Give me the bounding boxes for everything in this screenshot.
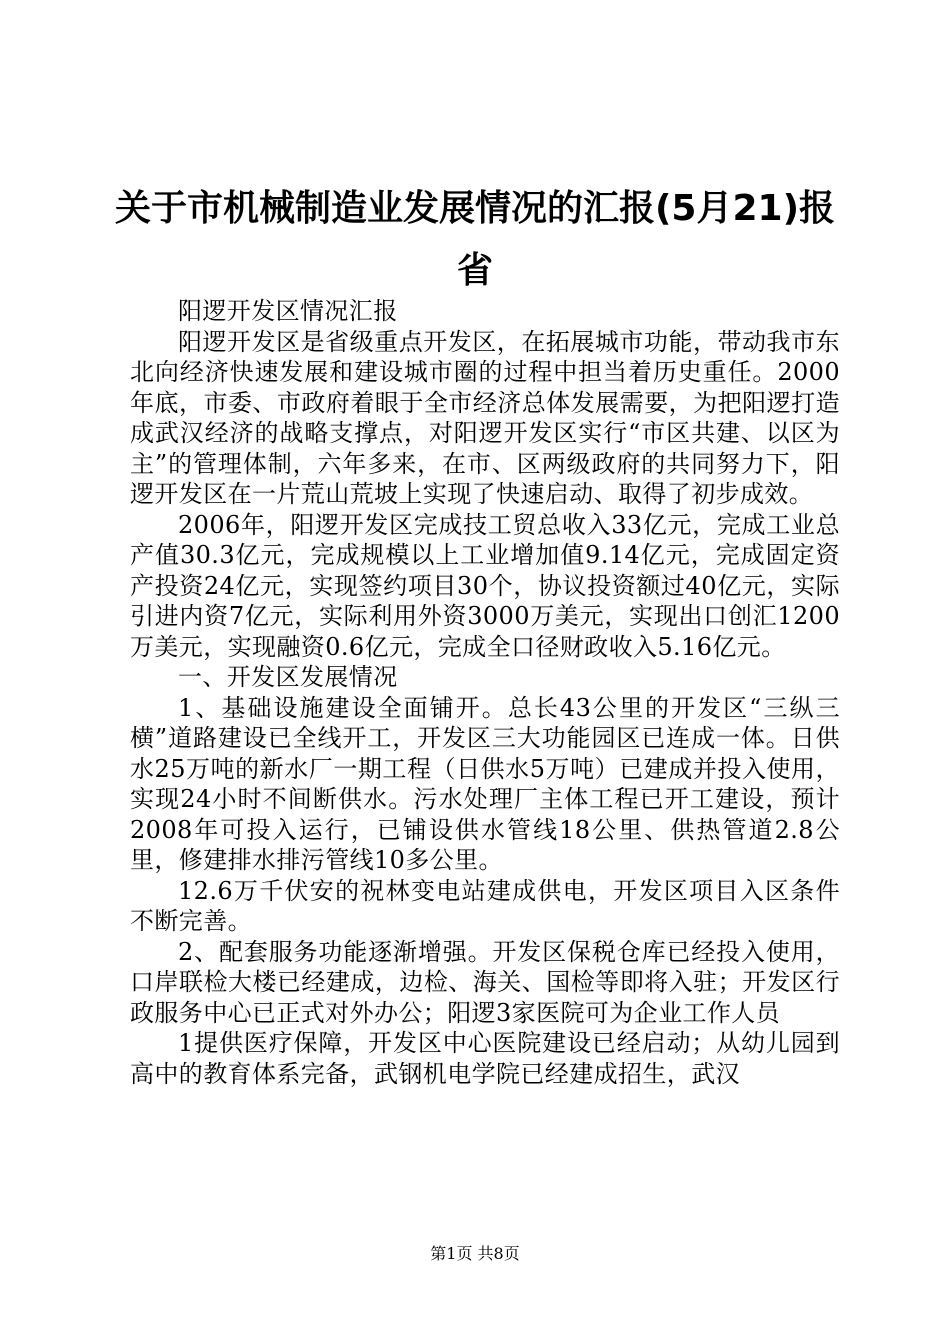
paragraph: 阳逻开发区是省级重点开发区，在拓展城市功能，带动我市东北向经济快速发展和建设城市圈的过程中担当着历史重任。2000年底，市委、市政府着眼于全市经济总体发展需要，为把阳逻打造成武汉经济的战略支撑点，对阳逻开发区实行“市区共建、以区为主”的管理体制，六年多来，在市、区两级政府的共同努力下，阳逻开发区在一片荒山荒坡上实现了快速启动、取得了初步成效。 [130,327,840,508]
section-heading: 阳逻开发区情况汇报 [178,297,398,325]
section-heading: 一、开发区发展情况 [178,663,398,691]
document-title: 关于市机械制造业发展情况的汇报(5月21)报省 [114,188,836,291]
paragraph: 1、基础设施建设全面铺开。总长43公里的开发区“三纵三横”道路建设已全线开工，开发区三大功能园区已连成一体。日供水25万吨的新水厂一期工程（日供水5万吨）已建成并投入使用，实现24小时不间断供水。污水处理厂主体工程已开工建设，预计2008年可投入运行，已铺设供水管线18公里、供热管道2.8公里，修建排水排污管线10多公里。 [130,693,840,874]
document-body [130,296,840,1089]
paragraph: 2、配套服务功能逐渐增强。开发区保税仓库已经投入使用，口岸联检大楼已经建成，边检、海关、国检等即将入驻；开发区行政服务中心已正式对外办公；阳逻3家医院可为企业工作人员 [130,937,840,1027]
paragraph: 1提供医疗保障，开发区中心医院建设已经启动；从幼儿园到高中的教育体系完备，武钢机电学院已经建成招生，武汉 [130,1029,840,1088]
page-footer: 第1页 共8页 [430,1244,520,1263]
paragraph: 2006年，阳逻开发区完成技工贸总收入33亿元，完成工业总产值30.3亿元，完成规模以上工业增加值9.14亿元，完成固定资产投资24亿元，实现签约项目30个，协议投资额过40亿元，实际引进内资7亿元，实际利用外资3000万美元，实现出口创汇1200万美元，实现融资0.6亿元，完成全口径财政收入5.16亿元。 [130,510,840,661]
paragraph: 12.6万千伏安的祝林变电站建成供电，开发区项目入区条件不断完善。 [130,876,840,935]
